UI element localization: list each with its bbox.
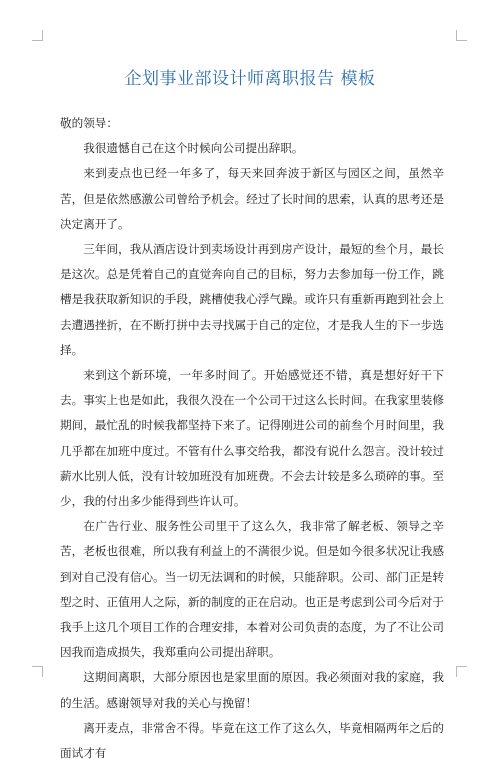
document-body — [60, 111, 444, 766]
paragraph: 来到麦点也已经一年多了，每天来回奔波于新区与园区之间，虽然辛苦，但是依然感激公司曾给予机会。经过了长时间的思索，认真的思考还是决定离开了。 — [60, 166, 444, 231]
paragraph: 三年间，我从酒店设计到卖场设计再到房产设计，最短的叁个月，最长是这次。总是凭着自己的直觉奔向自己的目标，努力去参加每一份工作，跳槽是我获取新知识的手段，跳槽使我心浮气躁。或许只有重新再跑到社会上去遭遇挫折，在不断打拼中去寻找属于自己的定位，才是我人生的下一步选择。 — [60, 242, 444, 357]
crop-mark-bottom-left — [32, 666, 43, 677]
paragraph: 来到这个新环境，一年多时间了。开始感觉还不错，真是想好好干下去。事实上也是如此，我很久没在一个公司干过这么长时间。在我家里装修期间，最忙乱的时候我都坚持下来了。记得刚进公司的前叁个月时间里，我几乎都在加班中度过。不管有什么事交给我，都没有说什么怨言。没计较过薪水比别人低，没有计较加班没有加班费。不会去计较是多么琐碎的事。至少，我的付出多少能得到些许认可。 — [60, 368, 444, 509]
paragraph: 离开麦点，非常舍不得。毕竟在这工作了这么久，毕竟相隔两年之后的面试才有 — [60, 720, 444, 761]
paragraph: 我很遗憾自己在这个时候向公司提出辞职。 — [83, 141, 304, 156]
crop-mark-bottom-right — [456, 666, 467, 677]
salutation: 敬的领导： — [60, 116, 118, 130]
document-title: 企划事业部设计师离职报告 模板 — [124, 69, 376, 89]
paragraph: 这期间离职，大部分原因也是家里面的原因。我必须面对我的家庭，我的生活。感谢领导对我的关心与挽留！ — [60, 670, 444, 710]
crop-mark-top-right — [456, 30, 467, 41]
paragraph: 在广告行业、服务性公司里干了这么久，我非常了解老板、领导之辛苦，老板也很难，所以我有利益上的不满很少说。但是如今很多状况让我感到对自己没有信心。当一切无法调和的时候，只能辞职。公司、部门正是转型之时、正值用人之际，新的制度的正在启动。也正是考虑到公司今后对于我手上这几个项目工作的合理安排，本着对公司负责的态度，为了不让公司因我而造成损失，我郑重向公司提出辞职。 — [60, 519, 444, 660]
crop-mark-top-left — [32, 30, 43, 41]
